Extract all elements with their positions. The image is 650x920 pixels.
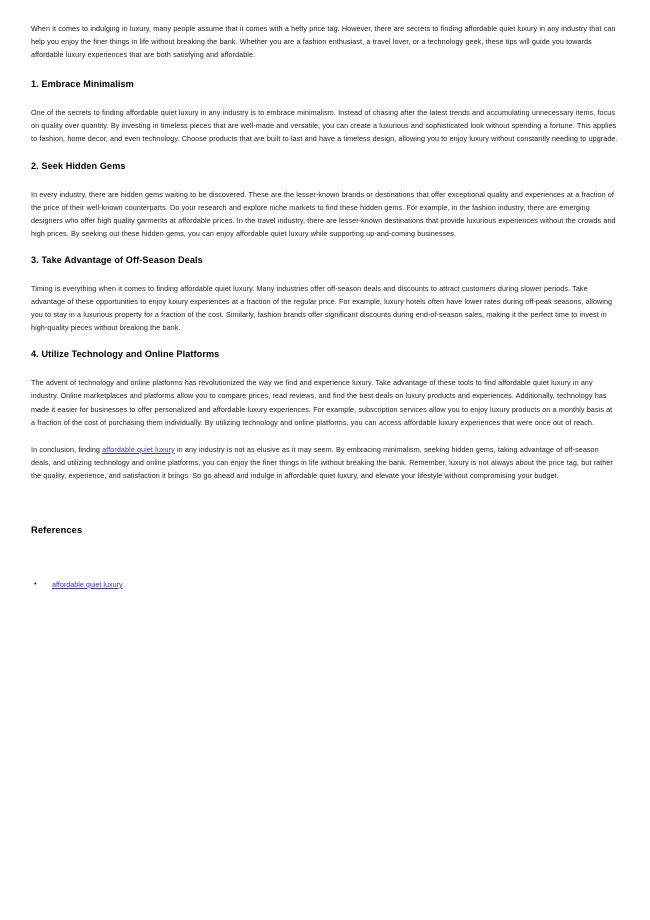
conclusion-text-after: in any industry is not as elusive as it may seem. By embracing minimalism, seeking hidden gems, taking advantage of off-season deals, and utilizing technology and online platforms, you can enjoy the finer things in life without breaking the bank. Remember, luxury is not always about the price tag, but rather the quality, experience, and satisfaction it brings. So go ahead and indulge in affordable quiet luxury, and elevate your lifestyle without compromising your budget.	[31, 444, 613, 480]
section-seek-hidden-gems	[31, 160, 618, 240]
section-embrace-minimalism	[31, 78, 618, 145]
bullet-icon: •	[34, 580, 37, 588]
references-list	[31, 579, 618, 591]
section-heading-1: 1. Embrace Minimalism	[31, 79, 134, 90]
intro-paragraph: When it comes to indulging in luxury, many people assume that it comes with a hefty price tag. However, there are secrets to finding affordable quiet luxury in any industry that can help you enjoy the finer things in life without breaking the bank. Whether you are a fashion enthusiast, a travel lover, or a technology geek, these tips will guide you towards affordable luxury experiences that are both satisfying and affordable.	[31, 24, 616, 60]
section-body-1: One of the secrets to finding affordable quiet luxury in any industry is to embrace minimalism. Instead of chasing after the latest trends and accumulating unnecessary items, focus on quality over quantity. By investing in timeless pieces that are well-made and versatile, you can create a luxurious and sophisticated look without spending a fortune. This applies to fashion, home decor, and even technology. Choose products that are built to last and have a timeless design, allowing you to enjoy luxury without constantly needing to upgrade.	[31, 108, 618, 144]
section-utilize-technology	[31, 348, 618, 428]
section-body-4: The advent of technology and online platforms has revolutionized the way we find and experience luxury. Take advantage of these tools to find affordable quiet luxury in any industry. Online marketplaces and platforms allow you to compare prices, read reviews, and find the best deals on luxury products and experiences. Additionally, technology has made it easier for businesses to offer personalized and affordable luxury experiences. For example, subscription services allow you to enjoy luxury products on a monthly basis at a fraction of the cost of purchasing them individually. By utilizing technology and online platforms, you can access affordable luxury experiences that were once out of reach.	[31, 378, 613, 427]
reference-link-affordable-quiet-luxury[interactable]: affordable quiet luxury	[52, 579, 123, 589]
section-body-3: Timing is everything when it comes to finding affordable quiet luxury. Many industries offer off-season deals and discounts to attract customers during slower periods. Take advantage of these opportunities to enjoy luxury experiences at a fraction of the regular price. For example, luxury hotels often have lower rates during off-peak seasons, allowing you to stay in a luxurious property for a fraction of the cost. Similarly, fashion brands offer significant discounts during end-of-season sales, making it the perfect time to invest in high-quality pieces without breaking the bank.	[31, 283, 613, 333]
inline-affordable-quiet-luxury-link[interactable]: affordable quiet luxury	[102, 444, 175, 454]
section-heading-3: 3. Take Advantage of Off-Season Deals	[31, 254, 203, 265]
section-off-season-deals	[31, 254, 618, 334]
conclusion-paragraph	[31, 443, 618, 482]
conclusion-text-before: In conclusion, finding	[31, 444, 103, 454]
references-heading: References	[31, 524, 83, 535]
section-body-2: In every industry, there are hidden gems waiting to be discovered. These are the lesser-known brands or destinations that offer exceptional quality and experiences at a fraction of the price of their well-known counterparts. Do your research and explore niche markets to find these hidden gems. For example, in the fashion industry, there are emerging designers who offer high quality garments at affordable prices. In the travel industry, there are lesser-known destinations that provide luxurious experiences without the crowds and high prices. By seeking out these hidden gems, you can enjoy affordable quiet luxury while supporting up-and-coming businesses.	[31, 189, 616, 238]
section-heading-4: 4. Utilize Technology and Online Platforms	[31, 349, 220, 360]
section-heading-2: 2. Seek Hidden Gems	[31, 160, 126, 171]
list-item	[31, 579, 618, 591]
references-section	[31, 525, 618, 591]
